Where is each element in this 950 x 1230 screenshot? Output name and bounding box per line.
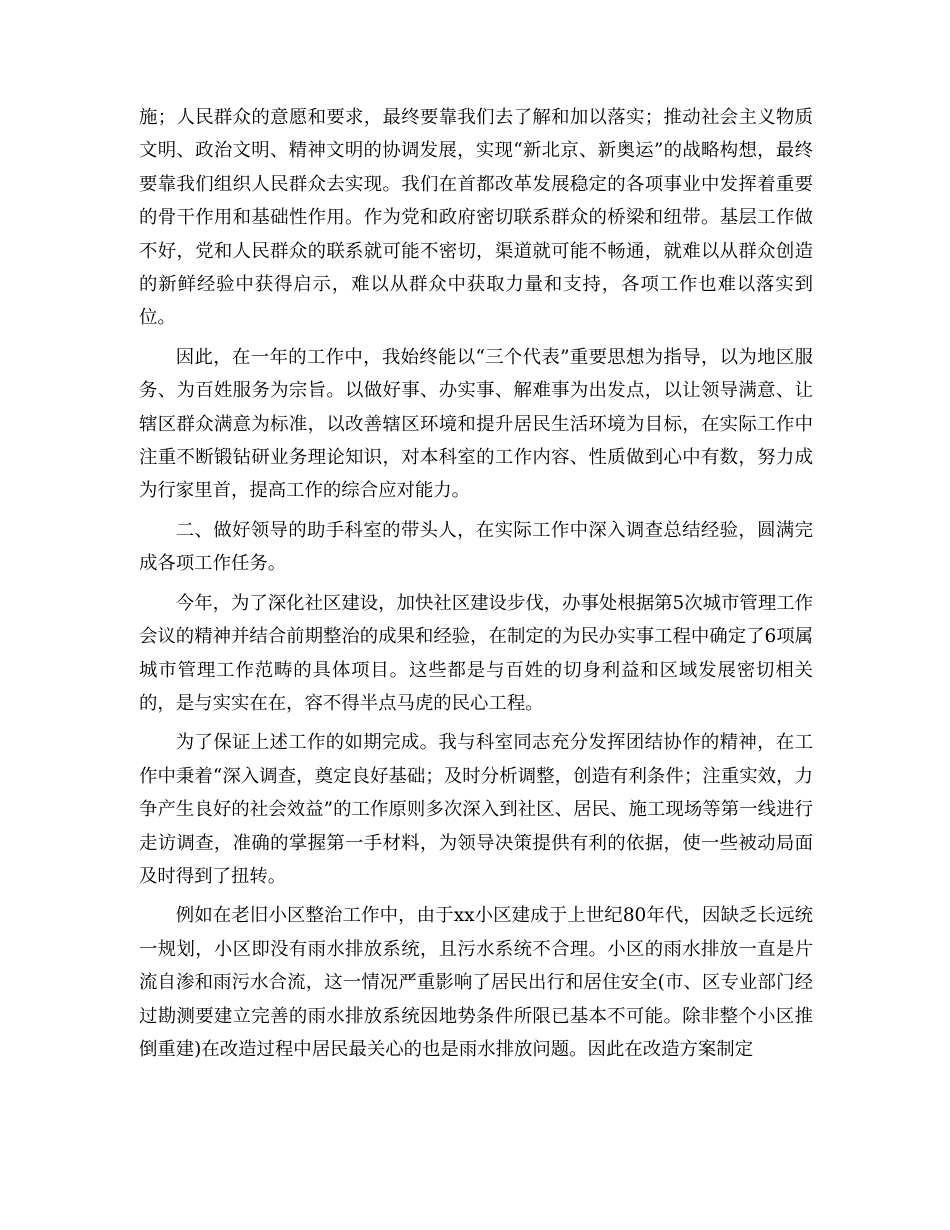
paragraph-5: 为了保证上述工作的如期完成。我与科室同志充分发挥团结协作的精神，在工作中秉着“深入调查，奠定良好基础；及时分析调整，创造有利条件；注重实效，力争产生良好的社会效益”的工作原则多次深入到社区、居民、施工现场等第一线进行走访调查，准确的掌握第一手材料，为领导决策提供有利的依据，使一些被动局面及时得到了扭转。	[139, 732, 813, 887]
paragraph-2: 因此，在一年的工作中，我始终能以“三个代表”重要思想为指导，以为地区服务、为百姓服务为宗旨。以做好事、办实事、解难事为出发点，以让领导满意、让辖区群众满意为标准，以改善辖区环境和提升居民生活环境为目标，在实际工作中注重不断锻钻研业务理论知识，对本科室的工作内容、性质做到心中有数，努力成为行家里首，提高工作的综合应对能力。	[139, 346, 813, 502]
paragraph-4: 今年，为了深化社区建设，加快社区建设步伐，办事处根据第5次城市管理工作会议的精神并结合前期整治的成果和经验，在制定的为民办实事工程中确定了6项属城市管理工作范畴的具体项目。这些都是与百姓的切身利益和区域发展密切相关的，是与实实在在，容不得半点马虎的民心工程。	[139, 592, 813, 714]
paragraph-6: 例如在老旧小区整治工作中，由于xx小区建成于上世纪80年代，因缺乏长远统一规划，小区即没有雨水排放系统，且污水系统不合理。小区的雨水排放一直是片流自渗和雨污水合流，这一情况严重影响了居民出行和居住安全(市、区专业部门经过勘测要建立完善的雨水排放系统因地势条件所限已基本不可能。除非整个小区推倒重建)在改造过程中居民最关心的也是雨水排放问题。因此在改造方案制定	[139, 905, 813, 1060]
paragraph-1: 施；人民群众的意愿和要求，最终要靠我们去了解和加以落实；推动社会主义物质文明、政治文明、精神文明的协调发展，实现“新北京、新奥运”的战略构想，最终要靠我们组织人民群众去实现。我们在首都改革发展稳定的各项事业中发挥着重要的骨干作用和基础性作用。作为党和政府密切联系群众的桥梁和纽带。基层工作做不好，党和人民群众的联系就可能不密切，渠道就可能不畅通，就难以从群众创造的新鲜经验中获得启示，难以从群众中获取力量和支持，各项工作也难以落实到位。	[139, 107, 813, 329]
paragraph-3: 二、做好领导的助手科室的带头人，在实际工作中深入调查总结经验，圆满完成各项工作任务。	[139, 519, 813, 575]
document-body	[139, 101, 813, 1072]
